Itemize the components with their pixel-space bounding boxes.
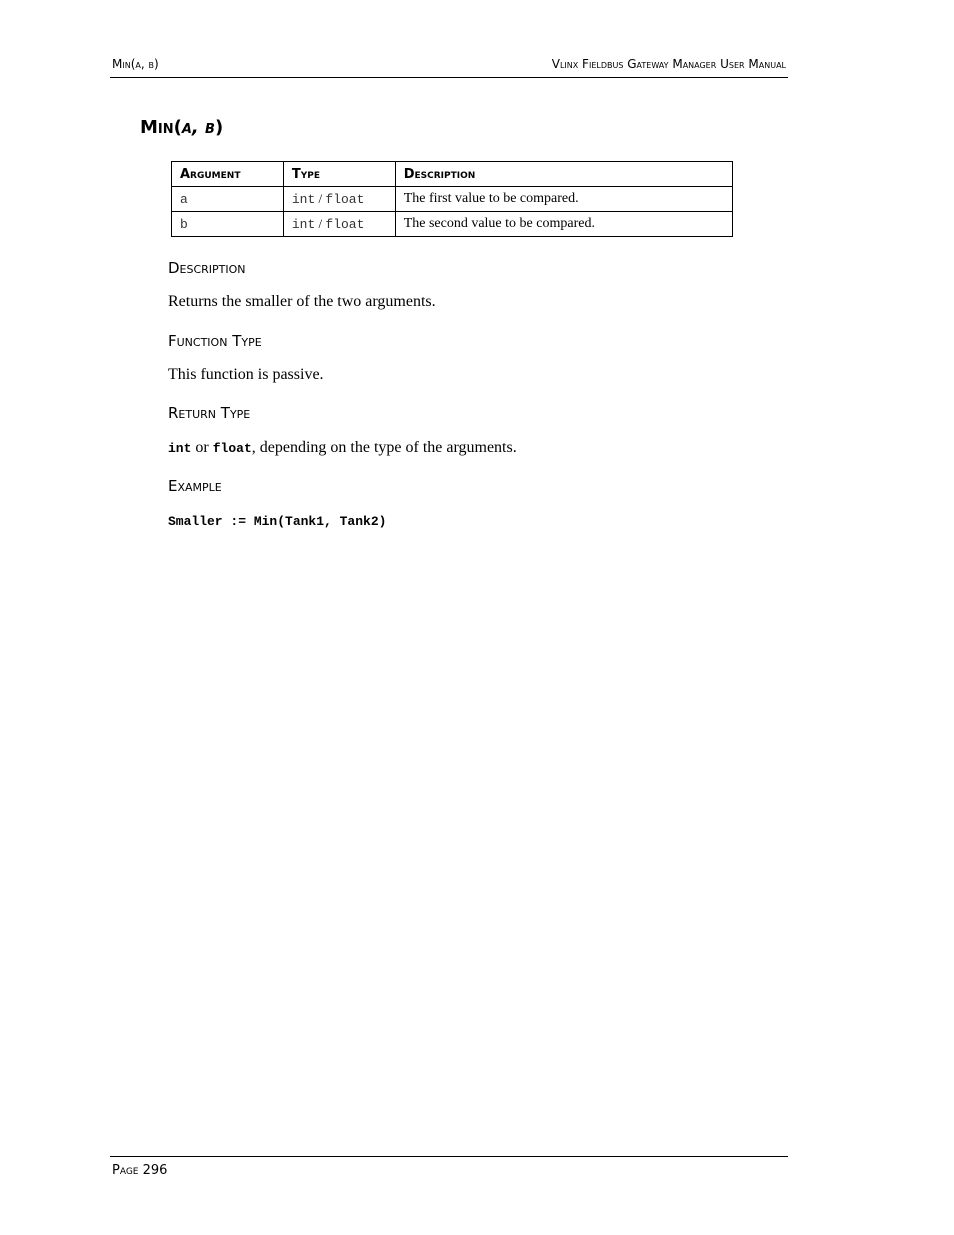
title-function-name: Min( <box>140 117 182 138</box>
example-code: Smaller := Min(Tank1, Tank2) <box>168 514 387 529</box>
type-float: float <box>325 192 365 207</box>
table-header-row <box>172 162 733 187</box>
type-separator: / <box>315 191 326 206</box>
return-type-rest: , depending on the type of the arguments. <box>251 439 517 456</box>
function-type-text: This function is passive. <box>168 366 324 383</box>
type-cell <box>283 187 395 212</box>
type-int: int <box>291 217 316 232</box>
example-heading: Example <box>168 477 222 495</box>
description-cell: The second value to be compared. <box>395 212 732 237</box>
description-heading: Description <box>168 259 246 277</box>
type-int: int <box>291 192 316 207</box>
table-row <box>172 187 733 212</box>
return-type-float: float <box>212 441 252 456</box>
return-type-text <box>168 439 517 457</box>
running-header-left: Min(a, b) <box>112 57 159 71</box>
column-header-argument: Argument <box>172 162 284 187</box>
function-type-heading: Function Type <box>168 332 262 350</box>
footer-rule <box>110 1156 788 1157</box>
argument-cell: a <box>172 187 284 212</box>
column-header-type: Type <box>283 162 395 187</box>
arguments-table <box>171 161 733 237</box>
type-separator: / <box>315 216 326 231</box>
type-cell <box>283 212 395 237</box>
type-float: float <box>325 217 365 232</box>
page-title <box>140 117 223 138</box>
running-header-right: Vlinx Fieldbus Gateway Manager User Manual <box>551 57 786 71</box>
description-cell: The first value to be compared. <box>395 187 732 212</box>
description-text: Returns the smaller of the two arguments. <box>168 293 436 310</box>
return-type-heading: Return Type <box>168 404 251 422</box>
header-rule <box>110 77 788 78</box>
column-header-description: Description <box>395 162 732 187</box>
table-row <box>172 212 733 237</box>
return-type-int: int <box>168 441 192 456</box>
page-number: Page 296 <box>112 1163 168 1178</box>
title-arguments: a, b <box>181 117 215 138</box>
argument-cell: b <box>172 212 284 237</box>
title-close-paren: ) <box>214 117 224 138</box>
return-type-or: or <box>191 439 213 456</box>
